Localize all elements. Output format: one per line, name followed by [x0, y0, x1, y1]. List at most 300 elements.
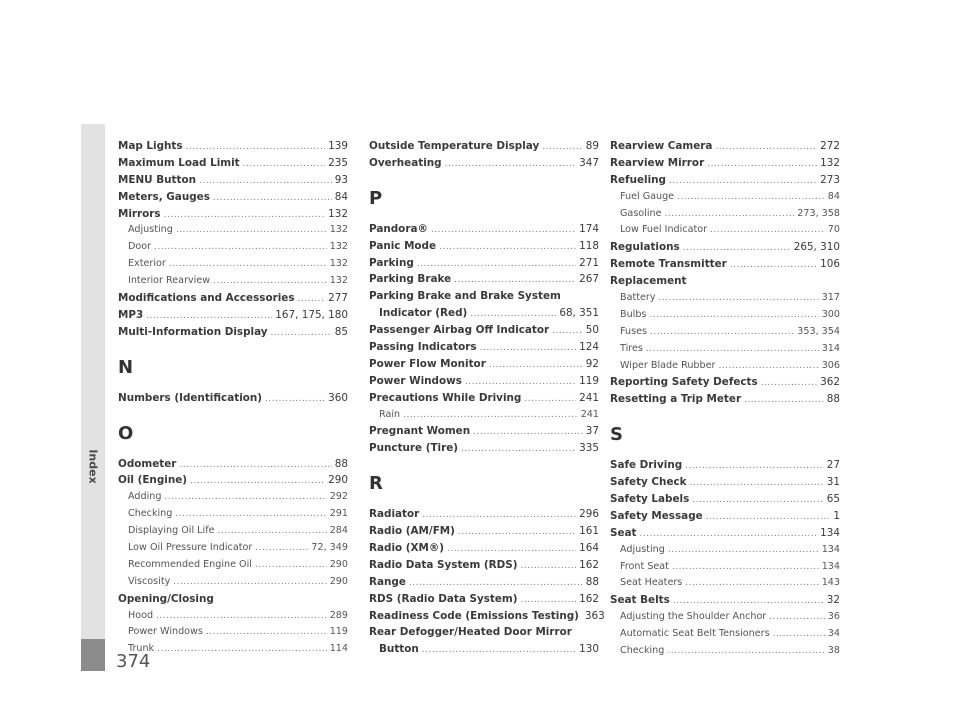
index-entry [369, 339, 599, 356]
entry-term: Fuel Gauge [620, 190, 675, 202]
dot-leader [190, 473, 325, 490]
entry-term: Reporting Safety Defects [610, 376, 758, 389]
entry-pages: 68, 351 [559, 307, 599, 320]
entry-term: Maximum Load Limit [118, 156, 240, 169]
dot-leader [769, 609, 825, 626]
dot-leader [521, 592, 577, 609]
entry-term: Power Flow Monitor [369, 357, 486, 370]
entry-term: Passing Indicators [369, 341, 477, 354]
entry-term: Safety Labels [610, 493, 690, 506]
dot-leader [169, 256, 327, 273]
entry-pages: 167, 175, 180 [275, 308, 348, 321]
index-entry [610, 508, 840, 525]
entry-pages: 162 [579, 558, 599, 571]
entry-term: Safe Driving [610, 459, 683, 472]
entry-pages: 353, 354 [797, 325, 840, 337]
index-subentry [369, 407, 599, 424]
dot-leader [665, 206, 795, 223]
index-entry [369, 238, 599, 255]
entry-pages: 50 [585, 324, 599, 337]
entry-term: Seat Belts [610, 594, 670, 607]
index-tab-text: Index [86, 448, 100, 484]
entry-term: Tires [620, 342, 643, 354]
entry-term: Rearview Camera [610, 140, 713, 152]
dot-leader [715, 139, 817, 156]
entry-term: Rearview Mirror [610, 156, 705, 169]
entry-term: Numbers (Identification) [118, 391, 263, 404]
entry-term: Indicator (Red) [379, 307, 468, 320]
entry-term: Panic Mode [369, 239, 437, 252]
entry-term: Opening/Closing [118, 592, 214, 605]
entry-term: Front Seat [620, 560, 669, 572]
index-entry [118, 591, 348, 608]
entry-pages: 335 [579, 442, 599, 455]
index-entry [369, 373, 599, 390]
index-subentry [610, 222, 840, 239]
index-subentry [610, 575, 840, 592]
entry-pages: 162 [579, 592, 599, 605]
entry-pages: 273 [820, 173, 840, 186]
index-entry [369, 540, 599, 557]
index-subentry [118, 574, 348, 591]
dot-leader [542, 139, 583, 156]
dot-leader [422, 642, 576, 659]
entry-pages: 290 [328, 474, 348, 487]
index-entry [118, 155, 348, 172]
dot-leader [409, 575, 583, 592]
dot-leader [454, 272, 576, 289]
entry-term: Passenger Airbag Off Indicator [369, 324, 550, 337]
index-column-1 [118, 138, 348, 658]
index-subentry [118, 489, 348, 506]
entry-pages: 27 [826, 459, 840, 472]
entry-pages: 271 [579, 256, 599, 269]
index-entry [118, 290, 348, 307]
index-entry [369, 390, 599, 407]
entry-term: Radiator [369, 508, 420, 521]
entry-term: Battery [620, 292, 656, 304]
page-number: 374 [116, 651, 151, 672]
dot-leader [649, 307, 818, 324]
entry-term: Parking Brake and Brake System [369, 290, 561, 303]
index-subentry [610, 324, 840, 341]
index-entry [118, 189, 348, 206]
dot-leader [773, 626, 825, 643]
section-letter-o: O [118, 422, 134, 444]
entry-term: Button [379, 643, 419, 656]
index-entry [369, 322, 599, 339]
entry-pages: 132 [329, 224, 348, 236]
entry-pages: 273, 358 [797, 207, 840, 219]
entry-pages: 118 [579, 239, 599, 252]
dot-leader [480, 340, 577, 357]
entry-pages: 130 [579, 643, 599, 656]
dot-leader [707, 156, 817, 173]
index-entry [369, 591, 599, 608]
index-entry [118, 138, 348, 155]
index-subentry [118, 540, 348, 557]
index-entry [369, 138, 599, 155]
dot-leader [489, 357, 583, 374]
index-entry [118, 390, 348, 407]
entry-term: Mirrors [118, 207, 161, 220]
index-entry [369, 608, 605, 625]
dot-leader [431, 222, 576, 239]
entry-pages: 84 [334, 190, 348, 203]
entry-pages: 290 [329, 558, 348, 570]
entry-term: Pregnant Women [369, 425, 471, 438]
entry-pages: 292 [329, 491, 348, 503]
entry-pages: 139 [328, 140, 348, 152]
index-subentry [118, 523, 348, 540]
entry-pages: 72, 349 [311, 542, 348, 554]
dot-leader [659, 290, 819, 307]
dot-leader [672, 559, 819, 576]
entry-pages: 38 [827, 645, 840, 657]
entry-term: Range [369, 575, 406, 588]
dot-leader [271, 325, 332, 342]
entry-pages: 164 [579, 542, 599, 555]
index-subentry [610, 290, 840, 307]
entry-pages: 88 [585, 575, 599, 588]
entry-pages: 362 [820, 376, 840, 389]
entry-pages: 174 [579, 222, 599, 235]
index-subentry [610, 626, 840, 643]
entry-term: Radio (XM®) [369, 542, 445, 555]
index-subentry [118, 239, 348, 256]
entry-pages: 267 [579, 273, 599, 286]
dot-leader [458, 524, 576, 541]
entry-term: Radio Data System (RDS) [369, 558, 518, 571]
dot-leader [668, 542, 819, 559]
index-entry [610, 374, 840, 391]
dot-leader [669, 173, 817, 190]
index-entry [369, 624, 599, 641]
index-entry [369, 506, 599, 523]
entry-term: Adding [128, 491, 162, 503]
entry-pages: 88 [334, 457, 348, 470]
dot-leader [685, 458, 824, 475]
index-subentry [118, 222, 348, 239]
entry-term: Displaying Oil Life [128, 525, 215, 537]
entry-pages: 34 [827, 628, 840, 640]
entry-term: Safety Message [610, 509, 703, 522]
entry-term: Radio (AM/FM) [369, 525, 455, 538]
entry-term: Remote Transmitter [610, 258, 727, 271]
dot-leader [403, 407, 578, 424]
entry-pages: 93 [334, 173, 348, 186]
entry-pages: 114 [329, 643, 348, 655]
entry-pages: 132 [329, 275, 348, 287]
entry-term: Hood [128, 609, 154, 621]
dot-leader [646, 341, 819, 358]
entry-term: Readiness Code (Emissions Testing) [369, 609, 579, 622]
entry-term: Adjusting the Shoulder Anchor [620, 611, 767, 623]
dot-leader [176, 222, 327, 239]
section-letter-r: R [369, 473, 383, 495]
entry-term: Oil (Engine) [118, 474, 188, 487]
index-entry [369, 557, 599, 574]
entry-pages: 134 [821, 560, 840, 572]
index-subentry [610, 189, 840, 206]
dot-leader [439, 239, 576, 256]
entry-pages: 300 [821, 308, 840, 320]
index-subentry [118, 506, 348, 523]
index-entry [610, 457, 840, 474]
entry-pages: 1 [833, 509, 840, 522]
index-entry [369, 356, 599, 373]
entry-pages: 314 [821, 342, 840, 354]
entry-pages: 65 [826, 493, 840, 506]
dot-leader [524, 391, 576, 408]
dot-leader [199, 173, 332, 190]
dot-leader [243, 156, 326, 173]
dot-leader [186, 139, 326, 156]
index-entry [610, 592, 840, 609]
entry-pages: 290 [329, 575, 348, 587]
dot-leader [650, 324, 794, 341]
entry-term: Replacement [610, 275, 687, 288]
entry-term: Interior Rearview [128, 275, 211, 287]
dot-leader [146, 308, 272, 325]
index-column-2 [369, 138, 605, 658]
dot-leader [677, 189, 825, 206]
index-subentry [610, 609, 840, 626]
entry-term: Bulbs [620, 308, 647, 320]
dot-leader [706, 509, 831, 526]
index-entry [118, 307, 348, 324]
entry-term: Map Lights [118, 140, 183, 152]
dot-leader [164, 207, 326, 224]
entry-pages: 272 [820, 140, 840, 152]
entry-pages: 119 [579, 374, 599, 387]
entry-term: Viscosity [128, 575, 171, 587]
entry-pages: 134 [821, 543, 840, 555]
dot-leader [298, 291, 326, 308]
index-entry [118, 324, 348, 341]
index-subentry [610, 643, 840, 660]
dot-leader [255, 540, 308, 557]
dot-leader [445, 156, 577, 173]
index-subentry [610, 559, 840, 576]
dot-leader [690, 475, 824, 492]
entry-term: Parking [369, 256, 414, 269]
entry-term: Meters, Gauges [118, 190, 210, 203]
index-column-3 [610, 138, 840, 660]
entry-term: Low Fuel Indicator [620, 224, 708, 236]
dot-leader [465, 374, 576, 391]
entry-term: Outside Temperature Display [369, 140, 540, 152]
index-entry [369, 221, 599, 238]
entry-term: Modifications and Accessories [118, 292, 295, 305]
section-letter-p: P [369, 187, 383, 209]
dot-leader [154, 239, 327, 256]
section-letter-s: S [610, 424, 623, 446]
dot-leader [213, 273, 327, 290]
index-entry [118, 456, 348, 473]
entry-term: Exterior [128, 258, 166, 270]
entry-pages: 132 [329, 241, 348, 253]
entry-pages: 37 [585, 425, 599, 438]
entry-term: Recommended Engine Oil [128, 558, 252, 570]
entry-term: Checking [128, 508, 173, 520]
entry-term: Multi-Information Display [118, 325, 268, 338]
entry-term: Refueling [610, 173, 666, 186]
entry-term: MENU Button [118, 173, 196, 186]
index-entry [369, 255, 599, 272]
entry-pages: 265, 310 [793, 241, 840, 254]
entry-term: Puncture (Tire) [369, 442, 459, 455]
entry-pages: 296 [579, 508, 599, 521]
entry-term: Door [128, 241, 152, 253]
index-entry [369, 440, 599, 457]
entry-pages: 36 [827, 611, 840, 623]
dot-leader [521, 558, 577, 575]
index-subentry [118, 641, 348, 658]
entry-pages: 31 [826, 476, 840, 489]
dot-leader [640, 526, 818, 543]
dot-leader [552, 323, 583, 340]
entry-pages: 84 [827, 190, 840, 202]
dot-leader [213, 190, 332, 207]
section-letter-n: N [118, 356, 134, 378]
index-entry [118, 472, 348, 489]
entry-pages: 89 [585, 140, 599, 152]
entry-term: Low Oil Pressure Indicator [128, 542, 253, 554]
dot-leader [718, 358, 818, 375]
dot-leader [667, 643, 824, 660]
entry-pages: 88 [826, 393, 840, 406]
entry-pages: 347 [579, 156, 599, 169]
index-entry [610, 491, 840, 508]
index-entry [610, 391, 840, 408]
entry-term: Parking Brake [369, 273, 452, 286]
entry-term: Gasoline [620, 207, 662, 219]
entry-term: Rain [379, 408, 401, 420]
dot-leader [173, 574, 326, 591]
index-entry [369, 523, 599, 540]
dot-leader [164, 489, 326, 506]
dot-leader [461, 441, 576, 458]
dot-leader [473, 424, 583, 441]
entry-pages: 132 [820, 156, 840, 169]
entry-pages: 70 [827, 224, 840, 236]
entry-term: Power Windows [369, 374, 462, 387]
index-entry [610, 138, 840, 155]
entry-pages: 132 [328, 207, 348, 220]
entry-pages: 85 [334, 325, 348, 338]
index-entry [610, 474, 840, 491]
index-tab-label [81, 446, 105, 486]
index-entry [610, 155, 840, 172]
index-subentry [610, 206, 840, 223]
index-entry [369, 288, 599, 305]
entry-term: RDS (Radio Data System) [369, 592, 518, 605]
dot-leader [217, 523, 326, 540]
entry-term: Odometer [118, 457, 177, 470]
dot-leader [422, 507, 576, 524]
entry-term: Fuses [620, 325, 647, 337]
index-entry [610, 273, 840, 290]
entry-pages: 277 [328, 292, 348, 305]
index-subentry [118, 608, 348, 625]
index-entry [118, 172, 348, 189]
entry-pages: 284 [329, 525, 348, 537]
index-entry [118, 206, 348, 223]
page-corner-block [81, 639, 105, 671]
entry-pages: 143 [821, 577, 840, 589]
entry-pages: 317 [821, 292, 840, 304]
entry-term: Seat Heaters [620, 577, 683, 589]
index-entry [610, 525, 840, 542]
index-entry [610, 256, 840, 273]
dot-leader [255, 557, 327, 574]
index-subentry [118, 273, 348, 290]
entry-term: Checking [620, 645, 665, 657]
index-entry [369, 641, 599, 658]
dot-leader [673, 593, 824, 610]
dot-leader [206, 624, 327, 641]
entry-pages: 289 [329, 609, 348, 621]
entry-term: Power Windows [128, 626, 203, 638]
entry-pages: 291 [329, 508, 348, 520]
dot-leader [447, 541, 576, 558]
entry-term: Adjusting [620, 543, 665, 555]
dot-leader [683, 240, 791, 257]
entry-pages: 306 [821, 359, 840, 371]
index-subentry [610, 307, 840, 324]
entry-term: Resetting a Trip Meter [610, 393, 742, 406]
index-entry [369, 305, 599, 322]
entry-term: Trunk [128, 643, 155, 655]
dot-leader [179, 457, 331, 474]
dot-leader [175, 506, 326, 523]
dot-leader [265, 391, 325, 408]
index-entry [369, 423, 599, 440]
dot-leader [710, 222, 825, 239]
entry-pages: 241 [580, 408, 599, 420]
index-entry [369, 271, 599, 288]
dot-leader [157, 641, 327, 658]
entry-term: Seat [610, 526, 637, 539]
index-subentry [610, 341, 840, 358]
dot-leader [685, 575, 818, 592]
entry-pages: 119 [329, 626, 348, 638]
entry-pages: 134 [820, 526, 840, 539]
index-subentry [610, 358, 840, 375]
entry-term: Rear Defogger/Heated Door Mirror [369, 626, 572, 639]
index-subentry [118, 557, 348, 574]
entry-term: Safety Check [610, 476, 687, 489]
dot-leader [744, 392, 824, 409]
dot-leader [692, 492, 823, 509]
dot-leader [470, 306, 556, 323]
entry-term: Automatic Seat Belt Tensioners [620, 628, 770, 640]
dot-leader [417, 256, 576, 273]
index-subentry [610, 542, 840, 559]
index-side-tab [81, 124, 105, 671]
entry-term: Pandora® [369, 222, 428, 235]
entry-pages: 360 [328, 391, 348, 404]
index-entry [369, 574, 599, 591]
entry-pages: 124 [579, 341, 599, 354]
index-entry [369, 155, 599, 172]
dot-leader [761, 375, 817, 392]
entry-pages: 132 [329, 258, 348, 270]
entry-pages: 235 [328, 156, 348, 169]
dot-leader [730, 257, 817, 274]
entry-pages: 241 [579, 391, 599, 404]
